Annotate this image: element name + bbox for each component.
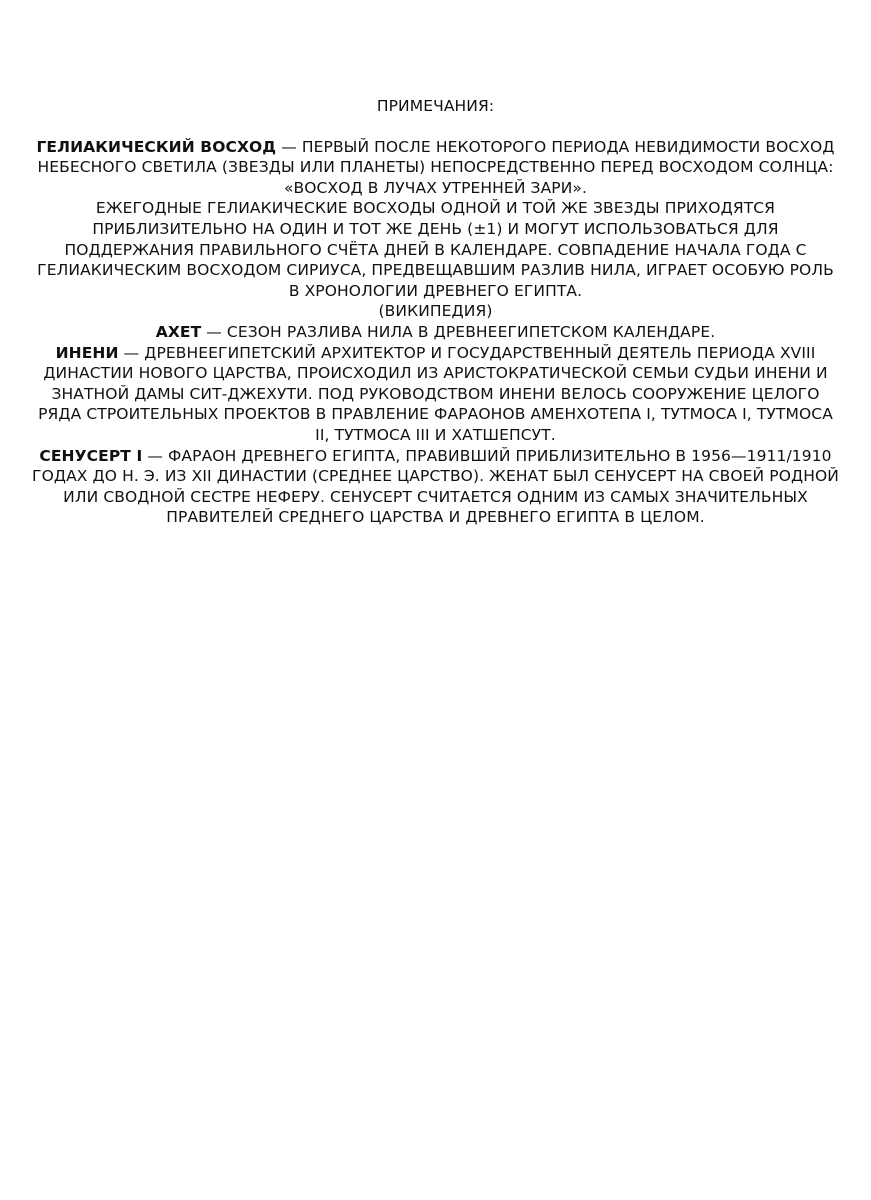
note-term: ИНЕНИ xyxy=(55,343,119,362)
note-akhet xyxy=(30,322,841,343)
notes-heading: ПРИМЕЧАНИЯ: xyxy=(376,97,495,115)
note-term: ГЕЛИАКИЧЕСКИЙ ВОСХОД xyxy=(36,137,277,156)
note-term: СЕНУСЕРТ I xyxy=(39,446,143,465)
note-dash: — xyxy=(118,343,145,362)
note-definition: СЕЗОН РАЗЛИВА НИЛА В ДРЕВНЕЕГИПЕТСКОМ КАЛЕНДАРЕ. xyxy=(226,322,716,341)
note-senusret xyxy=(30,446,841,528)
note-term: АХЕТ xyxy=(155,322,202,341)
note-dash: — xyxy=(142,446,168,465)
note-dash: — xyxy=(276,137,302,156)
note-extra: ЕЖЕГОДНЫЕ ГЕЛИАКИЧЕСКИЕ ВОСХОДЫ ОДНОЙ И ТОЙ ЖЕ ЗВЕЗДЫ ПРИХОДЯТСЯ ПРИБЛИЗИТЕЛЬНО НА ОДИН И ТОТ ЖЕ ДЕНЬ (±1) И МОГУТ ИСПОЛЬЗОВАТЬСЯ ДЛЯ ПОДДЕРЖАНИЯ ПРАВИЛЬНОГО СЧЁТА ДНЕЙ В КАЛЕНДАРЕ. СОВПАДЕНИЕ НАЧАЛА ГОДА С ГЕЛИАКИЧЕСКИМ ВОСХОДОМ СИРИУСА, ПРЕДВЕЩАВШИМ РАЗЛИВ НИЛА, ИГРАЕТ ОСОБУЮ РОЛЬ В ХРОНОЛОГИИ ДРЕВНЕГО ЕГИПТА. xyxy=(37,199,834,300)
note-heliacal-rising xyxy=(30,137,841,322)
note-dash: — xyxy=(201,322,227,341)
note-definition: ПЕРВЫЙ ПОСЛЕ НЕКОТОРОГО ПЕРИОДА НЕВИДИМОСТИ ВОСХОД НЕБЕСНОГО СВЕТИЛА (ЗВЕЗДЫ ИЛИ ПЛАНЕТЫ) НЕПОСРЕДСТВЕННО ПЕРЕД ВОСХОДОМ СОЛНЦА: «ВОСХОД В ЛУЧАХ УТРЕННЕЙ ЗАРИ». xyxy=(37,137,835,197)
notes-block xyxy=(30,96,841,528)
note-ineni xyxy=(30,343,841,446)
note-definition: ДРЕВНЕЕГИПЕТСКИЙ АРХИТЕКТОР И ГОСУДАРСТВЕННЫЙ ДЕЯТЕЛЬ ПЕРИОДА XVIII ДИНАСТИИ НОВОГО ЦАРСТВА, ПРОИСХОДИЛ ИЗ АРИСТОКРАТИЧЕСКОЙ СЕМЬИ СУДЬИ ИНЕНИ И ЗНАТНОЙ ДАМЫ СИТ-ДЖЕХУТИ. ПОД РУКОВОДСТВОМ ИНЕНИ ВЕЛОСЬ СООРУЖЕНИЕ ЦЕЛОГО РЯДА СТРОИТЕЛЬНЫХ ПРОЕКТОВ В ПРАВЛЕНИЕ ФАРАОНОВ АМЕНХОТЕПА I, ТУТМОСА I, ТУТМОСА II, ТУТМОСА III И ХАТШЕПСУТ. xyxy=(38,343,833,444)
note-source: (ВИКИПЕДИЯ) xyxy=(378,302,493,321)
note-definition: ФАРАОН ДРЕВНЕГО ЕГИПТА, ПРАВИВШИЙ ПРИБЛИЗИТЕЛЬНО В 1956—1911/1910 ГОДАХ ДО Н. Э. ИЗ XII ДИНАСТИИ (СРЕДНЕЕ ЦАРСТВО). ЖЕНАТ БЫЛ СЕНУСЕРТ НА СВОЕЙ РОДНОЙ ИЛИ СВОДНОЙ СЕСТРЕ НЕФЕРУ. СЕНУСЕРТ СЧИТАЕТСЯ ОДНИМ ИЗ САМЫХ ЗНАЧИТЕЛЬНЫХ ПРАВИТЕЛЕЙ СРЕДНЕГО ЦАРСТВА И ДРЕВНЕГО ЕГИПТА В ЦЕЛОМ. xyxy=(32,446,839,527)
